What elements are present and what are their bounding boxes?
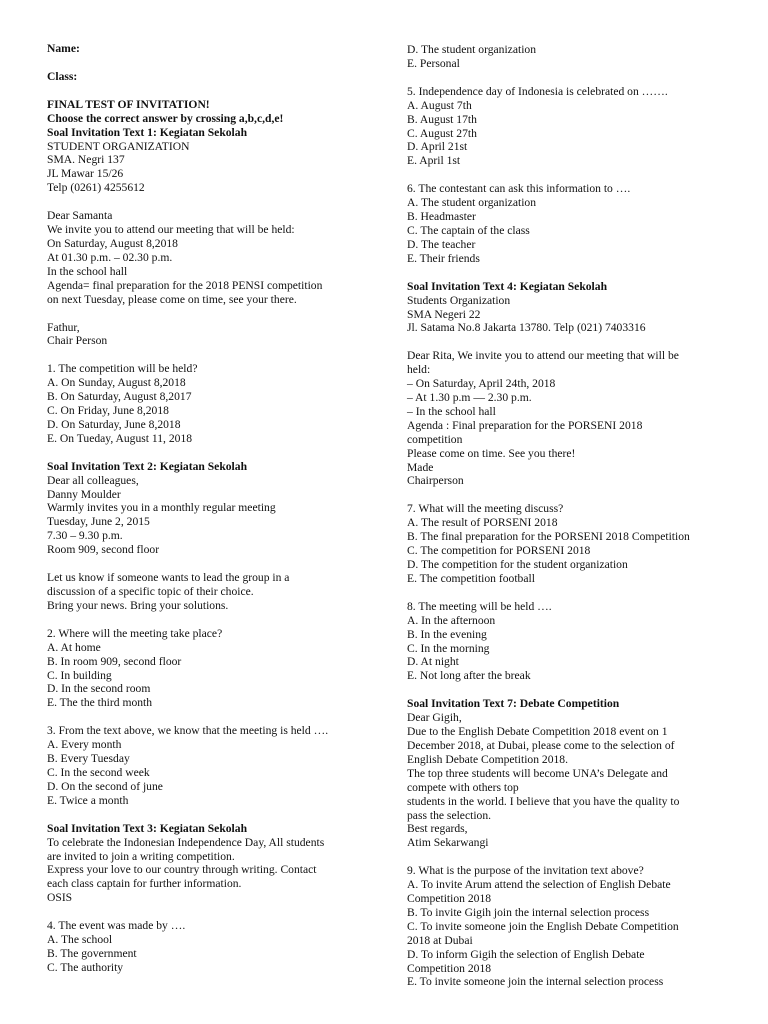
spacer (47, 348, 377, 362)
spacer (47, 613, 377, 627)
right-text-line: held: (407, 363, 431, 377)
left-text-line: 1. The competition will be held? (47, 362, 198, 376)
left-text-line: Dear all colleagues, (47, 473, 139, 487)
right-text-line: Soal Invitation Text 4: Kegiatan Sekolah (407, 279, 608, 293)
right-text-line: C. August 27th (407, 126, 477, 140)
right-text-line: C. To invite someone join the English Debate Competition (407, 919, 679, 933)
left-text-line: FINAL TEST OF INVITATION! (47, 97, 210, 111)
left-text-line: B. The government (47, 946, 137, 960)
left-text-line: Agenda= final preparation for the 2018 PENSI competition (47, 278, 323, 292)
left-text-line: OSIS (47, 891, 73, 905)
spacer (47, 56, 377, 70)
left-text-line: E. Twice a month (47, 793, 129, 807)
left-text-line: E. On Tueday, August 11, 2018 (47, 431, 193, 445)
left-text-line: 7.30 – 9.30 p.m. (47, 529, 123, 543)
right-text-line: B. The final preparation for the PORSENI 2018 Competition (407, 530, 690, 544)
spacer (407, 168, 737, 182)
right-text-line: Jl. Satama No.8 Jakarta 13780. Telp (021) 7403316 (407, 321, 646, 335)
spacer (407, 850, 737, 864)
right-text-line: D. April 21st (407, 140, 468, 154)
right-text-line: SMA Negeri 22 (407, 307, 481, 321)
right-text-line: E. Personal (407, 56, 460, 70)
left-text-line: Tuesday, June 2, 2015 (47, 515, 150, 529)
right-text-line: Dear Rita, We invite you to attend our meeting that will be (407, 349, 679, 363)
right-text-line: C. The captain of the class (407, 223, 530, 237)
left-text-line: Dear Samanta (47, 209, 113, 223)
left-text-line: B. Every Tuesday (47, 752, 130, 766)
left-text-line: Warmly invites you in a monthly regular meeting (47, 501, 276, 515)
spacer (47, 710, 377, 724)
right-text-line: 8. The meeting will be held …. (407, 599, 552, 613)
left-text-line: 3. From the text above, we know that the meeting is held …. (47, 724, 329, 738)
left-text-line: Soal Invitation Text 3: Kegiatan Sekolah (47, 821, 248, 835)
left-text-line: On Saturday, August 8,2018 (47, 236, 178, 250)
right-text-line: Made (407, 460, 434, 474)
right-text-line: Atim Sekarwangi (407, 836, 489, 850)
right-text-line: A. To invite Arum attend the selection of English Debate (407, 878, 671, 892)
left-text-line: Express your love to our country through writing. Contact (47, 863, 317, 877)
right-text-line: D. To inform Gigih the selection of English Debate (407, 947, 645, 961)
left-text-line: B. In room 909, second floor (47, 654, 182, 668)
right-text-line: B. August 17th (407, 112, 477, 126)
left-text-line: A. On Sunday, August 8,2018 (47, 376, 186, 390)
right-text-line: E. The competition football (407, 571, 535, 585)
left-text-line: Telp (0261) 4255612 (47, 181, 145, 195)
spacer (47, 905, 377, 919)
right-text-line: A. In the afternoon (407, 613, 496, 627)
right-text-line: D. The student organization (407, 43, 537, 56)
left-text-line: Choose the correct answer by crossing a,b,c,d,e! (47, 111, 284, 125)
left-text-line: Let us know if someone wants to lead the group in a (47, 571, 290, 585)
left-text-line: Soal Invitation Text 2: Kegiatan Sekolah (47, 459, 248, 473)
right-text-line: E. Their friends (407, 251, 480, 265)
right-text-line: Please come on time. See you there! (407, 446, 576, 460)
right-text-line: – On Saturday, April 24th, 2018 (407, 377, 556, 391)
spacer (407, 266, 737, 280)
left-text-line: D. On the second of june (47, 779, 163, 793)
right-text-line: D. The teacher (407, 237, 476, 251)
right-text-line: – In the school hall (407, 404, 496, 418)
right-text-line: Due to the English Debate Competition 2018 event on 1 (407, 725, 668, 739)
left-text-line: D. In the second room (47, 682, 151, 696)
left-text-line: We invite you to attend our meeting that will be held: (47, 223, 295, 237)
left-text-line: discussion of a specific topic of their choice. (47, 585, 254, 598)
right-text-line: Soal Invitation Text 7: Debate Competition (407, 697, 620, 711)
right-text-line: English Debate Competition 2018. (407, 752, 569, 766)
right-text-line: Chairperson (407, 474, 464, 488)
spacer (47, 195, 377, 209)
left-text-line: Soal Invitation Text 1: Kegiatan Sekolah (47, 125, 248, 139)
right-text-line: Best regards, (407, 822, 468, 836)
left-text-line: 4. The event was made by …. (47, 919, 186, 933)
right-text-line: – At 1.30 p.m — 2.30 p.m. (407, 391, 532, 405)
left-text-line: C. In building (47, 668, 112, 682)
right-text-line: Competition 2018 (407, 892, 492, 906)
right-text-line: Dear Gigih, (407, 711, 462, 725)
right-text-line: 6. The contestant can ask this information to …. (407, 182, 631, 196)
right-text-line: E. Not long after the break (407, 669, 531, 683)
left-text-line: C. On Friday, June 8,2018 (47, 404, 169, 418)
left-text-line: A. At home (47, 640, 101, 654)
right-text-line: A. The result of PORSENI 2018 (407, 516, 558, 530)
left-text-line: JL Mawar 15/26 (47, 167, 124, 181)
spacer (47, 557, 377, 571)
left-text-line: Room 909, second floor (47, 543, 160, 557)
left-text-line: Bring your news. Bring your solutions. (47, 598, 229, 612)
spacer (47, 307, 377, 321)
left-text-line: A. Every month (47, 738, 122, 752)
right-text-line: December 2018, at Dubai, please come to the selection of (407, 738, 675, 752)
right-text-line: compete with others top (407, 780, 519, 794)
left-text-line: each class captain for further information. (47, 877, 242, 891)
right-text-line: 5. Independence day of Indonesia is celebrated on ……. (407, 84, 668, 98)
left-text-line: A. The school (47, 933, 113, 947)
right-text-line: B. In the evening (407, 627, 487, 641)
left-text-line: Chair Person (47, 334, 108, 348)
spacer (407, 335, 737, 349)
right-text-line: pass the selection. (407, 808, 492, 822)
left-text-line: Name: (47, 42, 80, 55)
spacer (407, 586, 737, 600)
right-text-line: D. At night (407, 655, 459, 669)
left-text-line: E. The the third month (47, 696, 153, 710)
right-column (407, 43, 737, 989)
right-text-line: students in the world. I believe that you have the quality to (407, 794, 680, 808)
right-text-line: competition (407, 432, 463, 446)
right-text-line: C. The competition for PORSENI 2018 (407, 544, 591, 558)
right-text-line: A. The student organization (407, 196, 537, 210)
left-text-line: B. On Saturday, August 8,2017 (47, 390, 192, 404)
left-text-line: on next Tuesday, please come on time, see your there. (47, 292, 297, 306)
left-text-line: C. In the second week (47, 765, 150, 779)
right-text-line: Students Organization (407, 293, 511, 307)
right-text-line: The top three students will become UNA’s Delegate and (407, 766, 668, 780)
left-text-line: Danny Moulder (47, 487, 121, 501)
spacer (47, 808, 377, 822)
left-text-line: 2. Where will the meeting take place? (47, 626, 223, 640)
spacer (47, 84, 377, 98)
left-text-line: STUDENT ORGANIZATION (47, 139, 190, 153)
right-text-line: D. The competition for the student organization (407, 558, 628, 571)
right-text-line: B. Headmaster (407, 210, 476, 224)
left-text-line: D. On Saturday, June 8,2018 (47, 417, 181, 431)
right-text-line: B. To invite Gigih join the internal selection process (407, 905, 650, 919)
right-text-line: A. August 7th (407, 98, 472, 112)
left-text-line: Fathur, (47, 320, 80, 334)
right-text-line: E. To invite someone join the internal selection process (407, 975, 664, 989)
left-text-line: At 01.30 p.m. – 02.30 p.m. (47, 250, 173, 264)
spacer (47, 446, 377, 460)
right-text-line: 7. What will the meeting discuss? (407, 502, 564, 516)
spacer (407, 488, 737, 502)
right-text-line: E. April 1st (407, 154, 461, 168)
right-text-line: 2018 at Dubai (407, 933, 473, 947)
left-text-line: Class: (47, 69, 78, 83)
left-text-line: are invited to join a writing competition. (47, 849, 235, 863)
left-column (47, 42, 377, 975)
right-text-line: Agenda : Final preparation for the PORSENI 2018 (407, 418, 643, 432)
right-text-line: Competition 2018 (407, 961, 492, 975)
left-text-line: SMA. Negri 137 (47, 153, 125, 167)
left-text-line: To celebrate the Indonesian Independence Day, All students (47, 835, 325, 849)
left-text-line: In the school hall (47, 264, 128, 278)
spacer (407, 71, 737, 85)
left-text-line: C. The authority (47, 960, 124, 974)
right-text-line: 9. What is the purpose of the invitation text above? (407, 864, 644, 878)
spacer (407, 683, 737, 697)
right-text-line: C. In the morning (407, 641, 490, 655)
